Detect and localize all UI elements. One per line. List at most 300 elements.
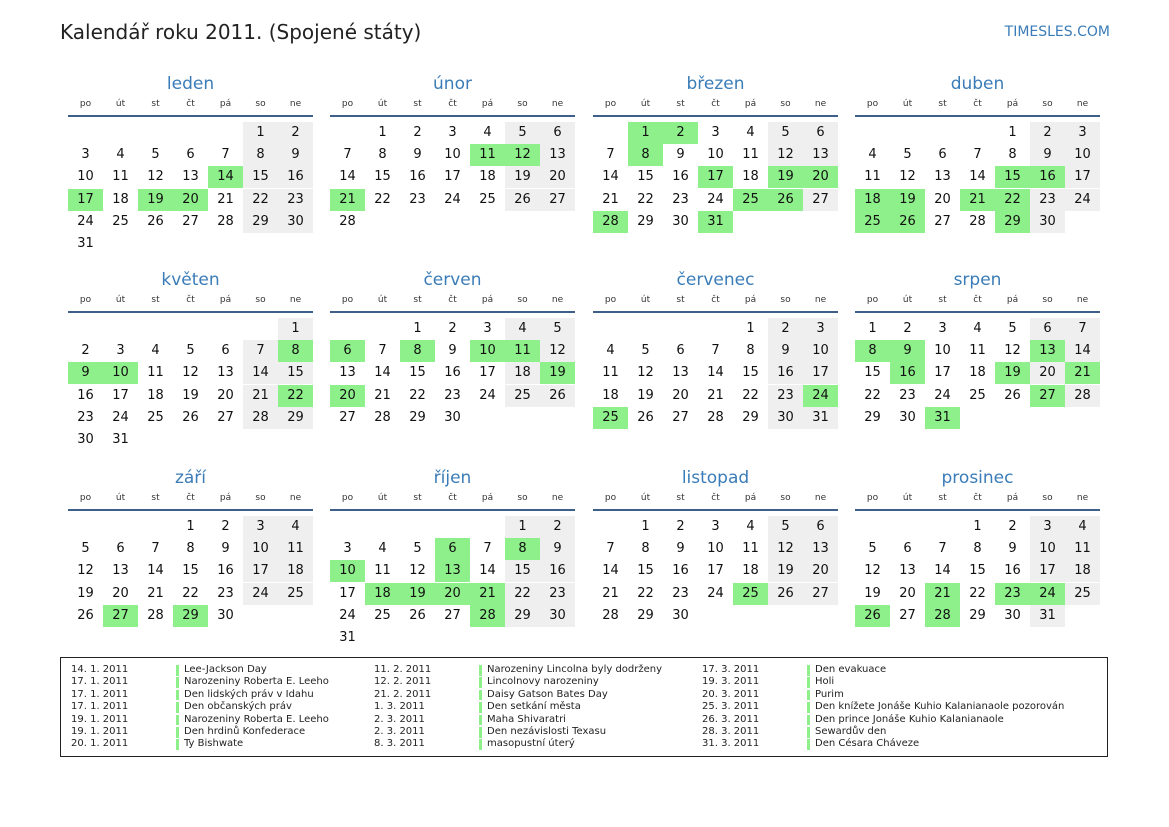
day-cell[interactable]: 14 xyxy=(602,169,619,185)
day-cell[interactable]: 21 xyxy=(147,585,164,601)
day-cell[interactable]: 18 xyxy=(742,563,759,579)
day-cell[interactable]: 4 xyxy=(483,125,492,140)
day-cell[interactable]: 25 xyxy=(147,409,164,425)
day-cell[interactable]: 20 xyxy=(112,585,129,601)
day-cell[interactable]: 3 xyxy=(243,516,278,538)
day-cell[interactable]: 31 xyxy=(339,630,356,645)
day-cell[interactable]: 9 xyxy=(676,541,685,557)
day-cell[interactable]: 5 xyxy=(868,541,877,557)
day-cell[interactable]: 16 xyxy=(768,362,803,384)
day-cell[interactable]: 22 xyxy=(374,191,391,207)
day-cell[interactable]: 2 xyxy=(413,125,422,140)
day-cell[interactable]: 10 xyxy=(707,541,724,557)
day-cell[interactable]: 1 xyxy=(413,321,422,336)
day-cell[interactable]: 6 xyxy=(903,541,912,557)
day-cell[interactable]: 14 xyxy=(934,563,951,579)
day-cell[interactable]: 25 xyxy=(479,191,496,207)
day-cell[interactable]: 9 xyxy=(221,541,230,557)
day-cell-holiday[interactable]: 19 xyxy=(540,362,575,384)
day-cell-holiday[interactable]: 8 xyxy=(505,538,540,560)
day-cell[interactable]: 6 xyxy=(116,541,125,557)
day-cell[interactable]: 18 xyxy=(147,387,164,403)
day-cell[interactable]: 12 xyxy=(77,563,94,579)
day-cell[interactable]: 14 xyxy=(707,365,724,381)
day-cell-holiday[interactable]: 6 xyxy=(435,538,470,560)
day-cell[interactable]: 11 xyxy=(112,169,129,185)
day-cell[interactable]: 29 xyxy=(243,211,278,233)
day-cell[interactable]: 13 xyxy=(182,169,199,185)
day-cell-holiday[interactable]: 26 xyxy=(855,605,890,627)
day-cell[interactable]: 4 xyxy=(378,541,387,557)
day-cell[interactable]: 13 xyxy=(803,144,838,166)
day-cell[interactable]: 4 xyxy=(973,321,982,336)
day-cell-holiday[interactable]: 20 xyxy=(435,583,470,605)
day-cell[interactable]: 1 xyxy=(1008,125,1017,140)
day-cell[interactable]: 27 xyxy=(444,607,461,623)
day-cell[interactable]: 30 xyxy=(444,409,461,425)
day-cell[interactable]: 15 xyxy=(864,365,881,381)
day-cell[interactable]: 16 xyxy=(540,560,575,582)
day-cell[interactable]: 30 xyxy=(768,407,803,429)
day-cell[interactable]: 2 xyxy=(278,122,313,144)
day-cell[interactable]: 24 xyxy=(444,191,461,207)
day-cell[interactable]: 5 xyxy=(186,343,195,359)
day-cell[interactable]: 3 xyxy=(343,541,352,557)
day-cell[interactable]: 9 xyxy=(1008,541,1017,557)
day-cell[interactable]: 15 xyxy=(374,169,391,185)
day-cell[interactable]: 3 xyxy=(711,519,720,534)
day-cell-holiday[interactable]: 21 xyxy=(330,189,365,211)
day-cell[interactable]: 5 xyxy=(540,318,575,340)
day-cell-holiday[interactable]: 28 xyxy=(593,211,628,233)
day-cell-holiday[interactable]: 21 xyxy=(470,583,505,605)
day-cell[interactable]: 11 xyxy=(602,365,619,381)
day-cell-holiday[interactable]: 29 xyxy=(995,211,1030,233)
day-cell[interactable]: 23 xyxy=(217,585,234,601)
day-cell-holiday[interactable]: 9 xyxy=(890,340,925,362)
day-cell[interactable]: 31 xyxy=(112,432,129,447)
day-cell[interactable]: 27 xyxy=(339,409,356,425)
day-cell-holiday[interactable]: 25 xyxy=(593,407,628,429)
day-cell-holiday[interactable]: 13 xyxy=(435,560,470,582)
day-cell[interactable]: 29 xyxy=(278,407,313,429)
day-cell[interactable]: 24 xyxy=(1065,189,1100,211)
day-cell-holiday[interactable]: 8 xyxy=(400,340,435,362)
day-cell[interactable]: 5 xyxy=(413,541,422,557)
day-cell[interactable]: 12 xyxy=(864,563,881,579)
day-cell-holiday[interactable]: 25 xyxy=(855,211,890,233)
day-cell[interactable]: 15 xyxy=(278,362,313,384)
day-cell[interactable]: 1 xyxy=(868,321,877,336)
day-cell[interactable]: 5 xyxy=(768,516,803,538)
day-cell[interactable]: 24 xyxy=(707,191,724,207)
day-cell-holiday[interactable]: 31 xyxy=(925,407,960,429)
day-cell[interactable]: 13 xyxy=(112,563,129,579)
day-cell[interactable]: 7 xyxy=(711,343,720,359)
day-cell[interactable]: 2 xyxy=(1008,519,1017,534)
day-cell[interactable]: 26 xyxy=(768,583,803,605)
day-cell[interactable]: 6 xyxy=(803,122,838,144)
day-cell-holiday[interactable]: 20 xyxy=(173,189,208,211)
day-cell[interactable]: 25 xyxy=(969,387,986,403)
day-cell[interactable]: 2 xyxy=(768,318,803,340)
day-cell[interactable]: 13 xyxy=(217,365,234,381)
day-cell[interactable]: 13 xyxy=(339,365,356,381)
day-cell-holiday[interactable]: 10 xyxy=(330,560,365,582)
day-cell[interactable]: 14 xyxy=(243,362,278,384)
day-cell[interactable]: 3 xyxy=(1065,122,1100,144)
day-cell[interactable]: 25 xyxy=(1065,583,1100,605)
day-cell-holiday[interactable]: 25 xyxy=(733,189,768,211)
day-cell[interactable]: 10 xyxy=(707,147,724,163)
day-cell[interactable]: 8 xyxy=(186,541,195,557)
day-cell[interactable]: 27 xyxy=(803,583,838,605)
day-cell[interactable]: 18 xyxy=(278,560,313,582)
day-cell[interactable]: 18 xyxy=(602,387,619,403)
day-cell-holiday[interactable]: 24 xyxy=(803,385,838,407)
day-cell[interactable]: 28 xyxy=(374,409,391,425)
day-cell[interactable]: 17 xyxy=(803,362,838,384)
day-cell[interactable]: 11 xyxy=(278,538,313,560)
day-cell[interactable]: 20 xyxy=(899,585,916,601)
day-cell[interactable]: 26 xyxy=(409,607,426,623)
day-cell[interactable]: 16 xyxy=(1004,563,1021,579)
day-cell[interactable]: 24 xyxy=(112,409,129,425)
day-cell[interactable]: 7 xyxy=(606,147,615,163)
day-cell[interactable]: 20 xyxy=(217,387,234,403)
day-cell[interactable]: 21 xyxy=(374,387,391,403)
day-cell[interactable]: 20 xyxy=(803,560,838,582)
day-cell[interactable]: 26 xyxy=(147,213,164,229)
day-cell[interactable]: 27 xyxy=(217,409,234,425)
day-cell-holiday[interactable]: 16 xyxy=(890,362,925,384)
day-cell[interactable]: 22 xyxy=(637,191,654,207)
day-cell-holiday[interactable]: 23 xyxy=(995,583,1030,605)
day-cell[interactable]: 14 xyxy=(969,169,986,185)
day-cell-holiday[interactable]: 8 xyxy=(278,340,313,362)
day-cell-holiday[interactable]: 21 xyxy=(1065,362,1100,384)
day-cell[interactable]: 27 xyxy=(803,189,838,211)
day-cell[interactable]: 29 xyxy=(637,607,654,623)
day-cell[interactable]: 26 xyxy=(505,189,540,211)
day-cell-holiday[interactable]: 19 xyxy=(890,189,925,211)
day-cell-holiday[interactable]: 18 xyxy=(855,189,890,211)
day-cell[interactable]: 24 xyxy=(479,387,496,403)
day-cell[interactable]: 2 xyxy=(1030,122,1065,144)
day-cell[interactable]: 5 xyxy=(81,541,90,557)
day-cell[interactable]: 15 xyxy=(505,560,540,582)
day-cell[interactable]: 19 xyxy=(505,166,540,188)
day-cell[interactable]: 15 xyxy=(637,169,654,185)
day-cell[interactable]: 10 xyxy=(803,340,838,362)
day-cell-holiday[interactable]: 24 xyxy=(1030,583,1065,605)
day-cell[interactable]: 13 xyxy=(803,538,838,560)
day-cell[interactable]: 9 xyxy=(1030,144,1065,166)
day-cell[interactable]: 5 xyxy=(903,147,912,163)
day-cell-holiday[interactable]: 21 xyxy=(960,189,995,211)
day-cell[interactable]: 23 xyxy=(540,583,575,605)
day-cell-holiday[interactable]: 8 xyxy=(855,340,890,362)
day-cell[interactable]: 1 xyxy=(641,519,650,534)
day-cell[interactable]: 4 xyxy=(278,516,313,538)
day-cell[interactable]: 12 xyxy=(637,365,654,381)
day-cell-holiday[interactable]: 22 xyxy=(278,385,313,407)
day-cell[interactable]: 14 xyxy=(1065,340,1100,362)
day-cell[interactable]: 25 xyxy=(278,583,313,605)
day-cell[interactable]: 17 xyxy=(1065,166,1100,188)
day-cell[interactable]: 7 xyxy=(1065,318,1100,340)
day-cell[interactable]: 3 xyxy=(116,343,125,359)
day-cell[interactable]: 24 xyxy=(707,585,724,601)
day-cell[interactable]: 20 xyxy=(934,191,951,207)
day-cell[interactable]: 2 xyxy=(81,343,90,359)
day-cell[interactable]: 19 xyxy=(77,585,94,601)
day-cell[interactable]: 28 xyxy=(243,407,278,429)
day-cell-holiday[interactable]: 2 xyxy=(663,122,698,144)
day-cell[interactable]: 15 xyxy=(969,563,986,579)
day-cell[interactable]: 3 xyxy=(448,125,457,140)
day-cell[interactable]: 16 xyxy=(77,387,94,403)
day-cell[interactable]: 7 xyxy=(221,147,230,163)
day-cell[interactable]: 4 xyxy=(868,147,877,163)
day-cell[interactable]: 18 xyxy=(742,169,759,185)
day-cell[interactable]: 23 xyxy=(899,387,916,403)
day-cell[interactable]: 28 xyxy=(1065,385,1100,407)
day-cell[interactable]: 24 xyxy=(77,213,94,229)
day-cell[interactable]: 22 xyxy=(637,585,654,601)
day-cell[interactable]: 12 xyxy=(1004,343,1021,359)
day-cell[interactable]: 13 xyxy=(540,144,575,166)
day-cell[interactable]: 2 xyxy=(676,519,685,534)
day-cell[interactable]: 28 xyxy=(339,213,356,229)
day-cell[interactable]: 12 xyxy=(768,538,803,560)
day-cell[interactable]: 19 xyxy=(864,585,881,601)
day-cell[interactable]: 7 xyxy=(243,340,278,362)
day-cell[interactable]: 28 xyxy=(969,213,986,229)
day-cell[interactable]: 4 xyxy=(116,147,125,163)
day-cell[interactable]: 5 xyxy=(1008,321,1017,336)
brand-link[interactable]: TIMESLES.COM xyxy=(1004,24,1110,40)
day-cell-holiday[interactable]: 17 xyxy=(68,189,103,211)
day-cell[interactable]: 21 xyxy=(243,385,278,407)
day-cell[interactable]: 16 xyxy=(217,563,234,579)
day-cell[interactable]: 1 xyxy=(378,125,387,140)
day-cell-holiday[interactable]: 26 xyxy=(890,211,925,233)
day-cell[interactable]: 12 xyxy=(899,169,916,185)
day-cell[interactable]: 16 xyxy=(672,563,689,579)
day-cell[interactable]: 28 xyxy=(707,409,724,425)
day-cell[interactable]: 12 xyxy=(147,169,164,185)
day-cell[interactable]: 18 xyxy=(1065,560,1100,582)
day-cell-holiday[interactable]: 15 xyxy=(995,166,1030,188)
day-cell[interactable]: 24 xyxy=(339,607,356,623)
day-cell[interactable]: 4 xyxy=(505,318,540,340)
day-cell[interactable]: 28 xyxy=(602,607,619,623)
day-cell[interactable]: 11 xyxy=(374,563,391,579)
day-cell-holiday[interactable]: 6 xyxy=(330,340,365,362)
day-cell[interactable]: 3 xyxy=(803,318,838,340)
day-cell-holiday[interactable]: 12 xyxy=(505,144,540,166)
day-cell-holiday[interactable]: 1 xyxy=(628,122,663,144)
day-cell[interactable]: 1 xyxy=(505,516,540,538)
day-cell-holiday[interactable]: 9 xyxy=(68,362,103,384)
day-cell[interactable]: 17 xyxy=(1030,560,1065,582)
day-cell[interactable]: 5 xyxy=(505,122,540,144)
day-cell[interactable]: 8 xyxy=(1008,147,1017,163)
day-cell[interactable]: 14 xyxy=(479,563,496,579)
day-cell[interactable]: 30 xyxy=(217,607,234,623)
day-cell[interactable]: 29 xyxy=(505,605,540,627)
day-cell[interactable]: 8 xyxy=(746,343,755,359)
day-cell[interactable]: 12 xyxy=(182,365,199,381)
day-cell[interactable]: 7 xyxy=(973,147,982,163)
day-cell[interactable]: 5 xyxy=(768,122,803,144)
day-cell[interactable]: 6 xyxy=(676,343,685,359)
day-cell[interactable]: 19 xyxy=(768,560,803,582)
day-cell-holiday[interactable]: 8 xyxy=(628,144,663,166)
day-cell[interactable]: 13 xyxy=(672,365,689,381)
day-cell[interactable]: 30 xyxy=(278,211,313,233)
day-cell[interactable]: 6 xyxy=(938,147,947,163)
day-cell-holiday[interactable]: 13 xyxy=(1030,340,1065,362)
day-cell-holiday[interactable]: 27 xyxy=(1030,385,1065,407)
day-cell[interactable]: 1 xyxy=(746,321,755,336)
day-cell[interactable]: 16 xyxy=(278,166,313,188)
day-cell[interactable]: 18 xyxy=(479,169,496,185)
day-cell[interactable]: 13 xyxy=(934,169,951,185)
day-cell-holiday[interactable]: 22 xyxy=(995,189,1030,211)
day-cell[interactable]: 10 xyxy=(1065,144,1100,166)
day-cell[interactable]: 27 xyxy=(934,213,951,229)
day-cell[interactable]: 16 xyxy=(672,169,689,185)
day-cell[interactable]: 8 xyxy=(973,541,982,557)
day-cell[interactable]: 26 xyxy=(182,409,199,425)
day-cell[interactable]: 4 xyxy=(151,343,160,359)
day-cell[interactable]: 18 xyxy=(969,365,986,381)
day-cell[interactable]: 29 xyxy=(637,213,654,229)
day-cell[interactable]: 9 xyxy=(413,147,422,163)
day-cell[interactable]: 9 xyxy=(676,147,685,163)
day-cell[interactable]: 15 xyxy=(637,563,654,579)
day-cell[interactable]: 15 xyxy=(243,166,278,188)
day-cell[interactable]: 2 xyxy=(540,516,575,538)
day-cell[interactable]: 23 xyxy=(409,191,426,207)
day-cell[interactable]: 20 xyxy=(1030,362,1065,384)
day-cell-holiday[interactable]: 10 xyxy=(470,340,505,362)
day-cell[interactable]: 22 xyxy=(243,189,278,211)
day-cell[interactable]: 7 xyxy=(938,541,947,557)
day-cell-holiday[interactable]: 20 xyxy=(803,166,838,188)
day-cell[interactable]: 8 xyxy=(243,144,278,166)
day-cell[interactable]: 3 xyxy=(1030,516,1065,538)
day-cell[interactable]: 12 xyxy=(409,563,426,579)
day-cell[interactable]: 16 xyxy=(409,169,426,185)
day-cell[interactable]: 7 xyxy=(151,541,160,557)
day-cell[interactable]: 18 xyxy=(112,191,129,207)
day-cell[interactable]: 2 xyxy=(448,321,457,336)
day-cell[interactable]: 11 xyxy=(147,365,164,381)
day-cell[interactable]: 2 xyxy=(903,321,912,336)
day-cell-holiday[interactable]: 19 xyxy=(138,189,173,211)
day-cell[interactable]: 4 xyxy=(746,519,755,534)
day-cell[interactable]: 24 xyxy=(243,583,278,605)
day-cell[interactable]: 30 xyxy=(1030,211,1065,233)
day-cell[interactable]: 14 xyxy=(374,365,391,381)
day-cell-holiday[interactable]: 10 xyxy=(103,362,138,384)
day-cell[interactable]: 17 xyxy=(479,365,496,381)
day-cell[interactable]: 29 xyxy=(864,409,881,425)
day-cell[interactable]: 9 xyxy=(448,343,457,359)
day-cell[interactable]: 9 xyxy=(540,538,575,560)
day-cell[interactable]: 14 xyxy=(147,563,164,579)
day-cell[interactable]: 17 xyxy=(444,169,461,185)
day-cell[interactable]: 3 xyxy=(711,125,720,140)
day-cell[interactable]: 6 xyxy=(1030,318,1065,340)
day-cell[interactable]: 17 xyxy=(339,585,356,601)
day-cell[interactable]: 22 xyxy=(505,583,540,605)
day-cell-holiday[interactable]: 21 xyxy=(925,583,960,605)
day-cell[interactable]: 6 xyxy=(540,122,575,144)
day-cell-holiday[interactable]: 19 xyxy=(768,166,803,188)
day-cell[interactable]: 29 xyxy=(409,409,426,425)
day-cell-holiday[interactable]: 28 xyxy=(925,605,960,627)
day-cell-holiday[interactable]: 28 xyxy=(470,605,505,627)
day-cell[interactable]: 14 xyxy=(339,169,356,185)
day-cell[interactable]: 18 xyxy=(505,362,540,384)
day-cell[interactable]: 5 xyxy=(641,343,650,359)
day-cell[interactable]: 7 xyxy=(483,541,492,557)
day-cell[interactable]: 19 xyxy=(637,387,654,403)
day-cell[interactable]: 17 xyxy=(934,365,951,381)
day-cell[interactable]: 6 xyxy=(221,343,230,359)
day-cell[interactable]: 9 xyxy=(278,144,313,166)
day-cell[interactable]: 17 xyxy=(112,387,129,403)
day-cell[interactable]: 22 xyxy=(182,585,199,601)
day-cell-holiday[interactable]: 25 xyxy=(733,583,768,605)
day-cell[interactable]: 29 xyxy=(742,409,759,425)
day-cell-holiday[interactable]: 18 xyxy=(365,583,400,605)
day-cell[interactable]: 3 xyxy=(938,321,947,336)
day-cell[interactable]: 7 xyxy=(343,147,352,163)
day-cell[interactable]: 8 xyxy=(641,541,650,557)
day-cell[interactable]: 27 xyxy=(540,189,575,211)
day-cell[interactable]: 26 xyxy=(1004,387,1021,403)
day-cell[interactable]: 10 xyxy=(77,169,94,185)
day-cell[interactable]: 26 xyxy=(540,385,575,407)
day-cell[interactable]: 13 xyxy=(899,563,916,579)
day-cell[interactable]: 3 xyxy=(81,147,90,163)
day-cell[interactable]: 23 xyxy=(768,385,803,407)
day-cell[interactable]: 2 xyxy=(221,519,230,534)
day-cell-holiday[interactable]: 27 xyxy=(103,605,138,627)
day-cell[interactable]: 24 xyxy=(934,387,951,403)
day-cell-holiday[interactable]: 31 xyxy=(698,211,733,233)
day-cell[interactable]: 11 xyxy=(742,541,759,557)
day-cell[interactable]: 3 xyxy=(483,321,492,336)
day-cell[interactable]: 28 xyxy=(217,213,234,229)
day-cell[interactable]: 23 xyxy=(278,189,313,211)
day-cell[interactable]: 6 xyxy=(186,147,195,163)
day-cell[interactable]: 4 xyxy=(1065,516,1100,538)
day-cell[interactable]: 10 xyxy=(243,538,278,560)
day-cell-holiday[interactable]: 26 xyxy=(768,189,803,211)
day-cell[interactable]: 1 xyxy=(243,122,278,144)
day-cell[interactable]: 6 xyxy=(803,516,838,538)
day-cell[interactable]: 22 xyxy=(864,387,881,403)
day-cell[interactable]: 23 xyxy=(1030,189,1065,211)
day-cell-holiday[interactable]: 19 xyxy=(995,362,1030,384)
day-cell[interactable]: 30 xyxy=(672,213,689,229)
